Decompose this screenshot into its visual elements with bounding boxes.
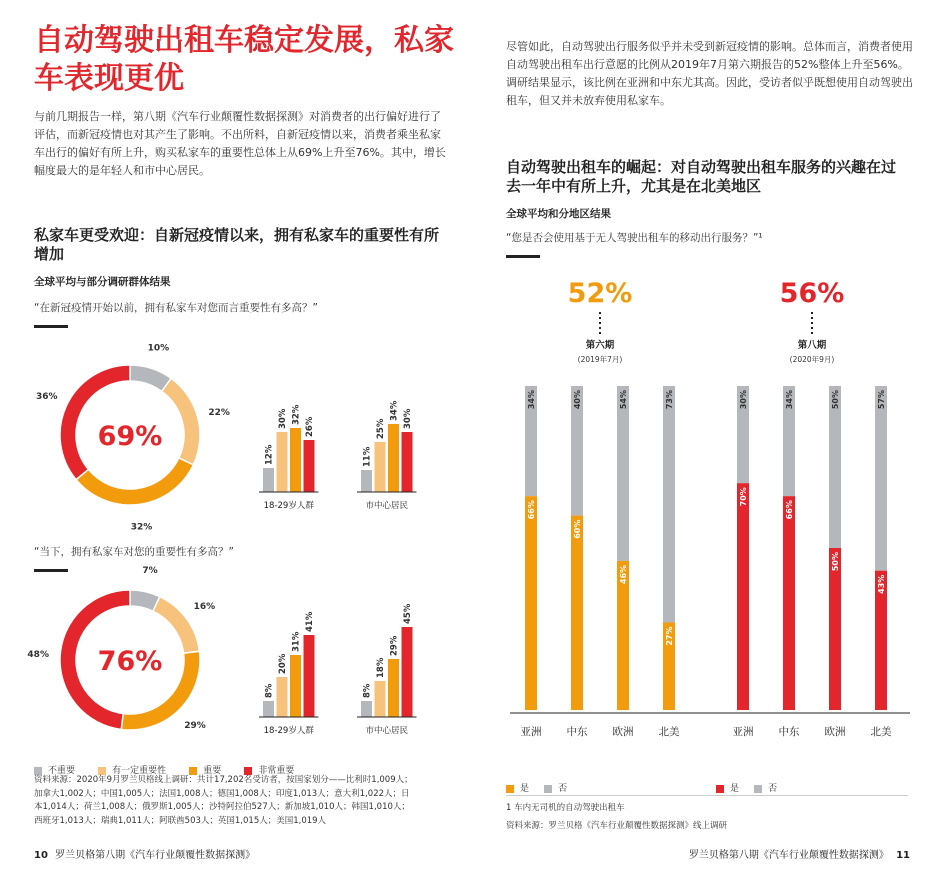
- bar-value-label: 34%: [389, 400, 400, 421]
- bar: [290, 428, 301, 492]
- donut-slice-label: 7%: [142, 566, 158, 577]
- legend-label: 非常重要: [258, 766, 295, 776]
- divider: [34, 569, 68, 572]
- bar-no-label: 34%: [527, 390, 536, 410]
- bar: [263, 468, 274, 492]
- bar-no-label: 30%: [739, 390, 748, 410]
- donut-slice: [162, 378, 200, 464]
- bar-no: [617, 386, 629, 561]
- wave-date: (2020年9月): [789, 355, 835, 364]
- bar-value-label: 32%: [291, 404, 302, 425]
- legend-label: 否: [768, 784, 778, 794]
- footer-text: 罗兰贝格第八期《汽车行业颠覆性数据探测》: [688, 850, 889, 861]
- region-label: 亚洲: [520, 726, 542, 738]
- question-before-covid: “在新冠疫情开始以前，拥有私家车对您而言重要性有多高？”: [34, 302, 318, 314]
- chart-robotaxi: [500, 268, 920, 748]
- bar-value-label: 8%: [264, 683, 275, 698]
- bar: [388, 424, 399, 492]
- donut-slice-label: 36%: [35, 391, 58, 402]
- overall-percentage: 56%: [779, 278, 845, 309]
- legend-label: 不重要: [48, 766, 76, 776]
- page-number: 10: [34, 850, 48, 861]
- divider: [506, 795, 908, 796]
- question-current: “当下，拥有私家车对您的重要性有多高？”: [34, 546, 234, 558]
- bar: [402, 432, 413, 492]
- region-label: 欧洲: [612, 726, 634, 738]
- bar-no-label: 57%: [877, 390, 886, 410]
- legend-swatch: [716, 785, 724, 793]
- bar-value-label: 8%: [362, 683, 373, 698]
- right-footnote: 1 车内无司机的自动驾驶出租车: [506, 803, 625, 813]
- legend-swatch: [544, 785, 552, 793]
- bar: [402, 627, 413, 717]
- region-label: 北美: [870, 726, 892, 738]
- left-section-subtitle: 全球平均与部分调研群体结果: [34, 276, 171, 288]
- bar-yes-label: 66%: [527, 500, 536, 520]
- group-bars-before: [259, 400, 417, 511]
- bar-yes: [737, 483, 749, 710]
- right-intro-paragraph: 尽管如此，自动驾驶出行服务似乎并未受到新冠疫情的影响。总体而言，消费者使用自动驾驶出租车出行意愿的比例从2019年7月第六期报告的52%整体上升至56%。调研结果显示，该比例在亚洲和中东尤其高。因此，受访者似乎既想使用自动驾驶出租车，但又并未放弃使用私家车。: [506, 40, 913, 107]
- footer-text: 罗兰贝格第八期《汽车行业颠覆性数据探测》: [55, 850, 256, 861]
- group-bars-current: [259, 603, 417, 736]
- donut-slice-label: 29%: [184, 721, 206, 732]
- donut-slice: [76, 458, 193, 505]
- bar-value-label: 20%: [278, 653, 288, 674]
- bar: [304, 635, 315, 717]
- legend-swatch: [506, 785, 514, 793]
- donut-center-value: 76%: [97, 646, 163, 677]
- bar-value-label: 29%: [389, 635, 400, 656]
- region-label: 中东: [566, 726, 588, 738]
- right-section-subtitle: 全球平均和分地区结果: [506, 208, 611, 220]
- bar-yes-label: 50%: [831, 552, 840, 572]
- bar-value-label: 31%: [291, 631, 302, 652]
- donut-center-value: 69%: [97, 421, 163, 452]
- bar-yes-label: 27%: [665, 626, 674, 646]
- bar-no-label: 73%: [665, 390, 674, 410]
- bar-group-label: 18-29岁人群: [263, 501, 314, 511]
- donut-chart-current: [27, 566, 215, 731]
- donut-slice-label: 32%: [130, 522, 153, 533]
- bar: [388, 659, 399, 717]
- bar-no-label: 50%: [831, 390, 840, 410]
- bar-group-label: 市中心居民: [365, 501, 409, 511]
- chart-current: [27, 566, 440, 750]
- bar-no-label: 34%: [785, 390, 794, 410]
- donut-slice-label: 10%: [147, 343, 170, 354]
- legend-label: 是: [730, 784, 740, 794]
- question-robotaxi: “您是否会使用基于无人驾驶出租车的移动出行服务？”¹: [506, 232, 763, 244]
- page-number: 11: [896, 850, 910, 861]
- legend-label: 否: [558, 784, 568, 794]
- region-label: 中东: [778, 726, 800, 738]
- bar-yes-label: 46%: [619, 564, 628, 585]
- bar-group-label: 18-29岁人群: [263, 726, 314, 736]
- left-section-title: 私家车更受欢迎：自新冠疫情以来，拥有私家车的重要性有所增加: [34, 226, 440, 263]
- bar-no: [829, 386, 841, 548]
- bar-value-label: 30%: [403, 408, 413, 429]
- legend-item-no: [544, 781, 567, 794]
- bar-yes: [571, 516, 583, 710]
- bar-value-label: 30%: [278, 408, 288, 429]
- donut-slice-label: 22%: [208, 408, 230, 419]
- bar-no-label: 40%: [573, 390, 582, 410]
- legend-label: 有一定重要性: [112, 766, 167, 776]
- chart-before-covid: [30, 343, 440, 533]
- bar-no: [875, 386, 887, 571]
- bar-yes-label: 43%: [877, 574, 886, 594]
- donut-slice: [153, 597, 199, 654]
- bar: [290, 655, 301, 717]
- bar-yes-label: 70%: [739, 487, 748, 507]
- divider: [506, 255, 540, 258]
- region-label: 欧洲: [824, 726, 846, 738]
- bar-value-label: 26%: [305, 416, 315, 437]
- region-label: 北美: [658, 726, 680, 738]
- bar-no-label: 54%: [619, 390, 628, 410]
- bar: [277, 432, 288, 492]
- right-legend-2: [716, 776, 795, 795]
- left-intro-paragraph: 与前几期报告一样，第八期《汽车行业颠覆性数据探测》对消费者的出行偏好进行了评估，而新冠疫情也对其产生了影响。不出所料，自新冠疫情以来，消费者乘坐私家车出行的偏好有所上升，购买私家车的重要性总体上从69%上升至76%。其中，增长幅度最大的是年轻人和市中心居民。: [34, 110, 446, 177]
- right-source-note: 资料来源：罗兰贝格《汽车行业颠覆性数据探测》线上调研: [506, 821, 728, 831]
- legend-label: 是: [520, 784, 530, 794]
- left-source-note: 资料来源：2020年9月罗兰贝格线上调研：共计17,202名受访者，按国家划分——比利时1,009人；加拿大1,002人；中国1,005人；法国1,008人；德国1,008人；印度1,013人；意大利1,022人；日本1,014人；荷兰1,008人；俄罗斯1,005人；沙特阿拉伯527人；新加坡1,010人；韩国1,010人；西班牙1,013人；瑞典1,011人；阿联酋503人；英国1,015人；美国1,019人: [34, 775, 413, 826]
- bar-value-label: 41%: [305, 611, 315, 632]
- donut-chart-before: [36, 344, 230, 533]
- wave-label: 第六期: [585, 340, 615, 351]
- left-footer: [34, 846, 255, 861]
- legend-item-no: [754, 781, 777, 794]
- bar-value-label: 11%: [362, 446, 373, 467]
- region-label: 亚洲: [732, 726, 754, 738]
- bar: [361, 701, 372, 717]
- wave-label: 第八期: [797, 340, 827, 351]
- bar-yes: [783, 496, 795, 710]
- bar-yes-label: 66%: [785, 500, 794, 520]
- bar-yes-label: 60%: [573, 519, 582, 539]
- bar: [375, 442, 386, 492]
- right-footer: [689, 846, 910, 861]
- robotaxi-stacked-bars: [510, 278, 910, 738]
- bar-yes: [829, 548, 841, 710]
- bar: [304, 440, 315, 492]
- bar: [263, 701, 274, 717]
- legend-label: 重要: [203, 766, 222, 776]
- overall-percentage: 52%: [567, 278, 633, 309]
- divider: [34, 325, 68, 328]
- bar: [375, 681, 386, 717]
- legend-item-yes: [716, 781, 739, 794]
- bar-value-label: 45%: [403, 603, 413, 624]
- wave-date: (2019年7月): [577, 355, 623, 364]
- right-section-title: 自动驾驶出租车的崛起：对自动驾驶出租车服务的兴趣在过去一年中有所上升，尤其是在北美地区: [506, 158, 897, 195]
- bar-yes: [525, 496, 537, 710]
- bar: [277, 677, 288, 717]
- donut-slice-label: 16%: [193, 601, 216, 612]
- left-page-title: 自动驾驶出租车稳定发展，私家车表现更优: [34, 23, 454, 96]
- donut-slice-label: 48%: [27, 650, 49, 661]
- right-legend-1: [506, 776, 585, 795]
- bar-value-label: 12%: [264, 444, 275, 465]
- bar-group-label: 市中心居民: [365, 726, 409, 736]
- legend-swatch: [754, 785, 762, 793]
- legend-item-yes: [506, 781, 529, 794]
- bar: [361, 470, 372, 492]
- bar-no: [663, 386, 675, 623]
- bar-value-label: 25%: [376, 418, 386, 439]
- bar-value-label: 18%: [376, 657, 386, 678]
